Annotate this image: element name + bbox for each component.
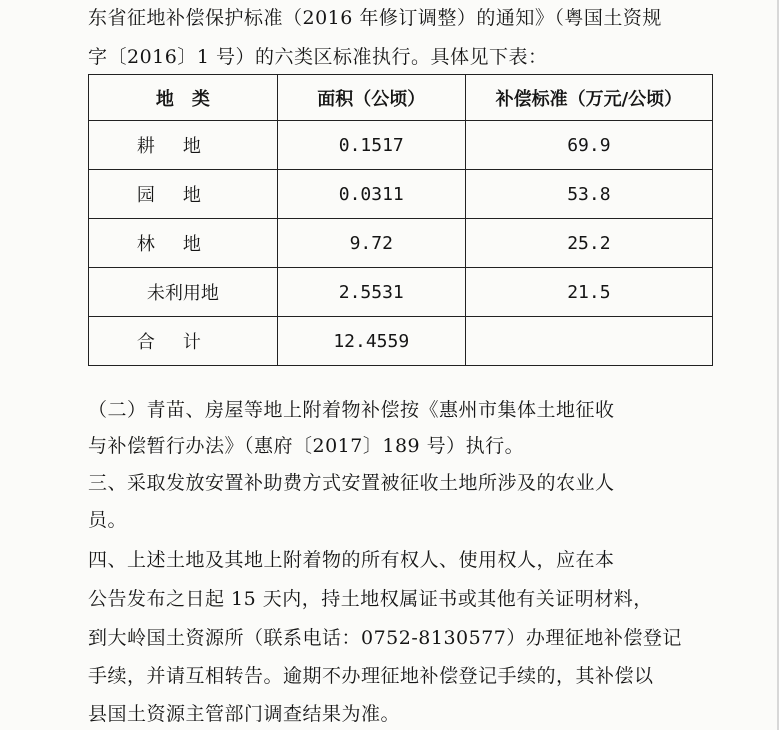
section-3-line-2: 员。 (88, 509, 128, 531)
section-3-line-1: 三、采取发放安置补助费方式安置被征收土地所涉及的农业人 (88, 472, 615, 494)
cell-standard: 25.2 (465, 219, 712, 268)
cell-area: 2.5531 (277, 268, 465, 317)
header-area: 面积（公顷） (277, 75, 465, 121)
table-row (89, 219, 713, 268)
header-standard: 补偿标准（万元/公顷） (465, 75, 712, 121)
cell-standard (465, 317, 712, 366)
cell-land-type: 耕地 (89, 121, 278, 170)
intro-line-2: 字〔2016〕1 号）的六类区标准执行。具体见下表： (88, 46, 548, 68)
cell-standard: 53.8 (465, 170, 712, 219)
table-row (89, 268, 713, 317)
header-land-type: 地 类 (89, 75, 278, 121)
cell-standard: 69.9 (465, 121, 712, 170)
cell-area: 0.1517 (277, 121, 465, 170)
cell-land-type: 林地 (89, 219, 278, 268)
table-row-total (89, 317, 713, 366)
section-4-line-3: 到大岭国土资源所（联系电话：0752-8130577）办理征地补偿登记 (88, 627, 682, 649)
cell-standard: 21.5 (465, 268, 712, 317)
section-4-line-5: 县国土资源主管部门调查结果为准。 (88, 703, 401, 725)
cell-area: 9.72 (277, 219, 465, 268)
section-2-line-2: 与补偿暂行办法》（惠府〔2017〕189 号）执行。 (88, 435, 525, 457)
section-4-line-2: 公告发布之日起 15 天内，持土地权属证书或其他有关证明材料， (88, 588, 653, 610)
cell-land-type: 合计 (89, 317, 278, 366)
table-row (89, 121, 713, 170)
table-header-row (89, 75, 713, 121)
cell-land-type: 未利用地 (89, 268, 278, 317)
section-2-line-1: （二）青苗、房屋等地上附着物补偿按《惠州市集体土地征收 (88, 399, 615, 421)
section-4-line-1: 四、上述土地及其地上附着物的所有权人、使用权人，应在本 (88, 549, 615, 571)
table-row (89, 170, 713, 219)
section-4-line-4: 手续，并请互相转告。逾期不办理征地补偿登记手续的，其补偿以 (88, 665, 654, 687)
intro-line-1: 东省征地补偿保护标准（2016 年修订调整）的通知》（粤国土资规 (88, 7, 662, 29)
compensation-table (88, 74, 713, 366)
cell-land-type: 园地 (89, 170, 278, 219)
cell-area: 0.0311 (277, 170, 465, 219)
cell-area: 12.4559 (277, 317, 465, 366)
